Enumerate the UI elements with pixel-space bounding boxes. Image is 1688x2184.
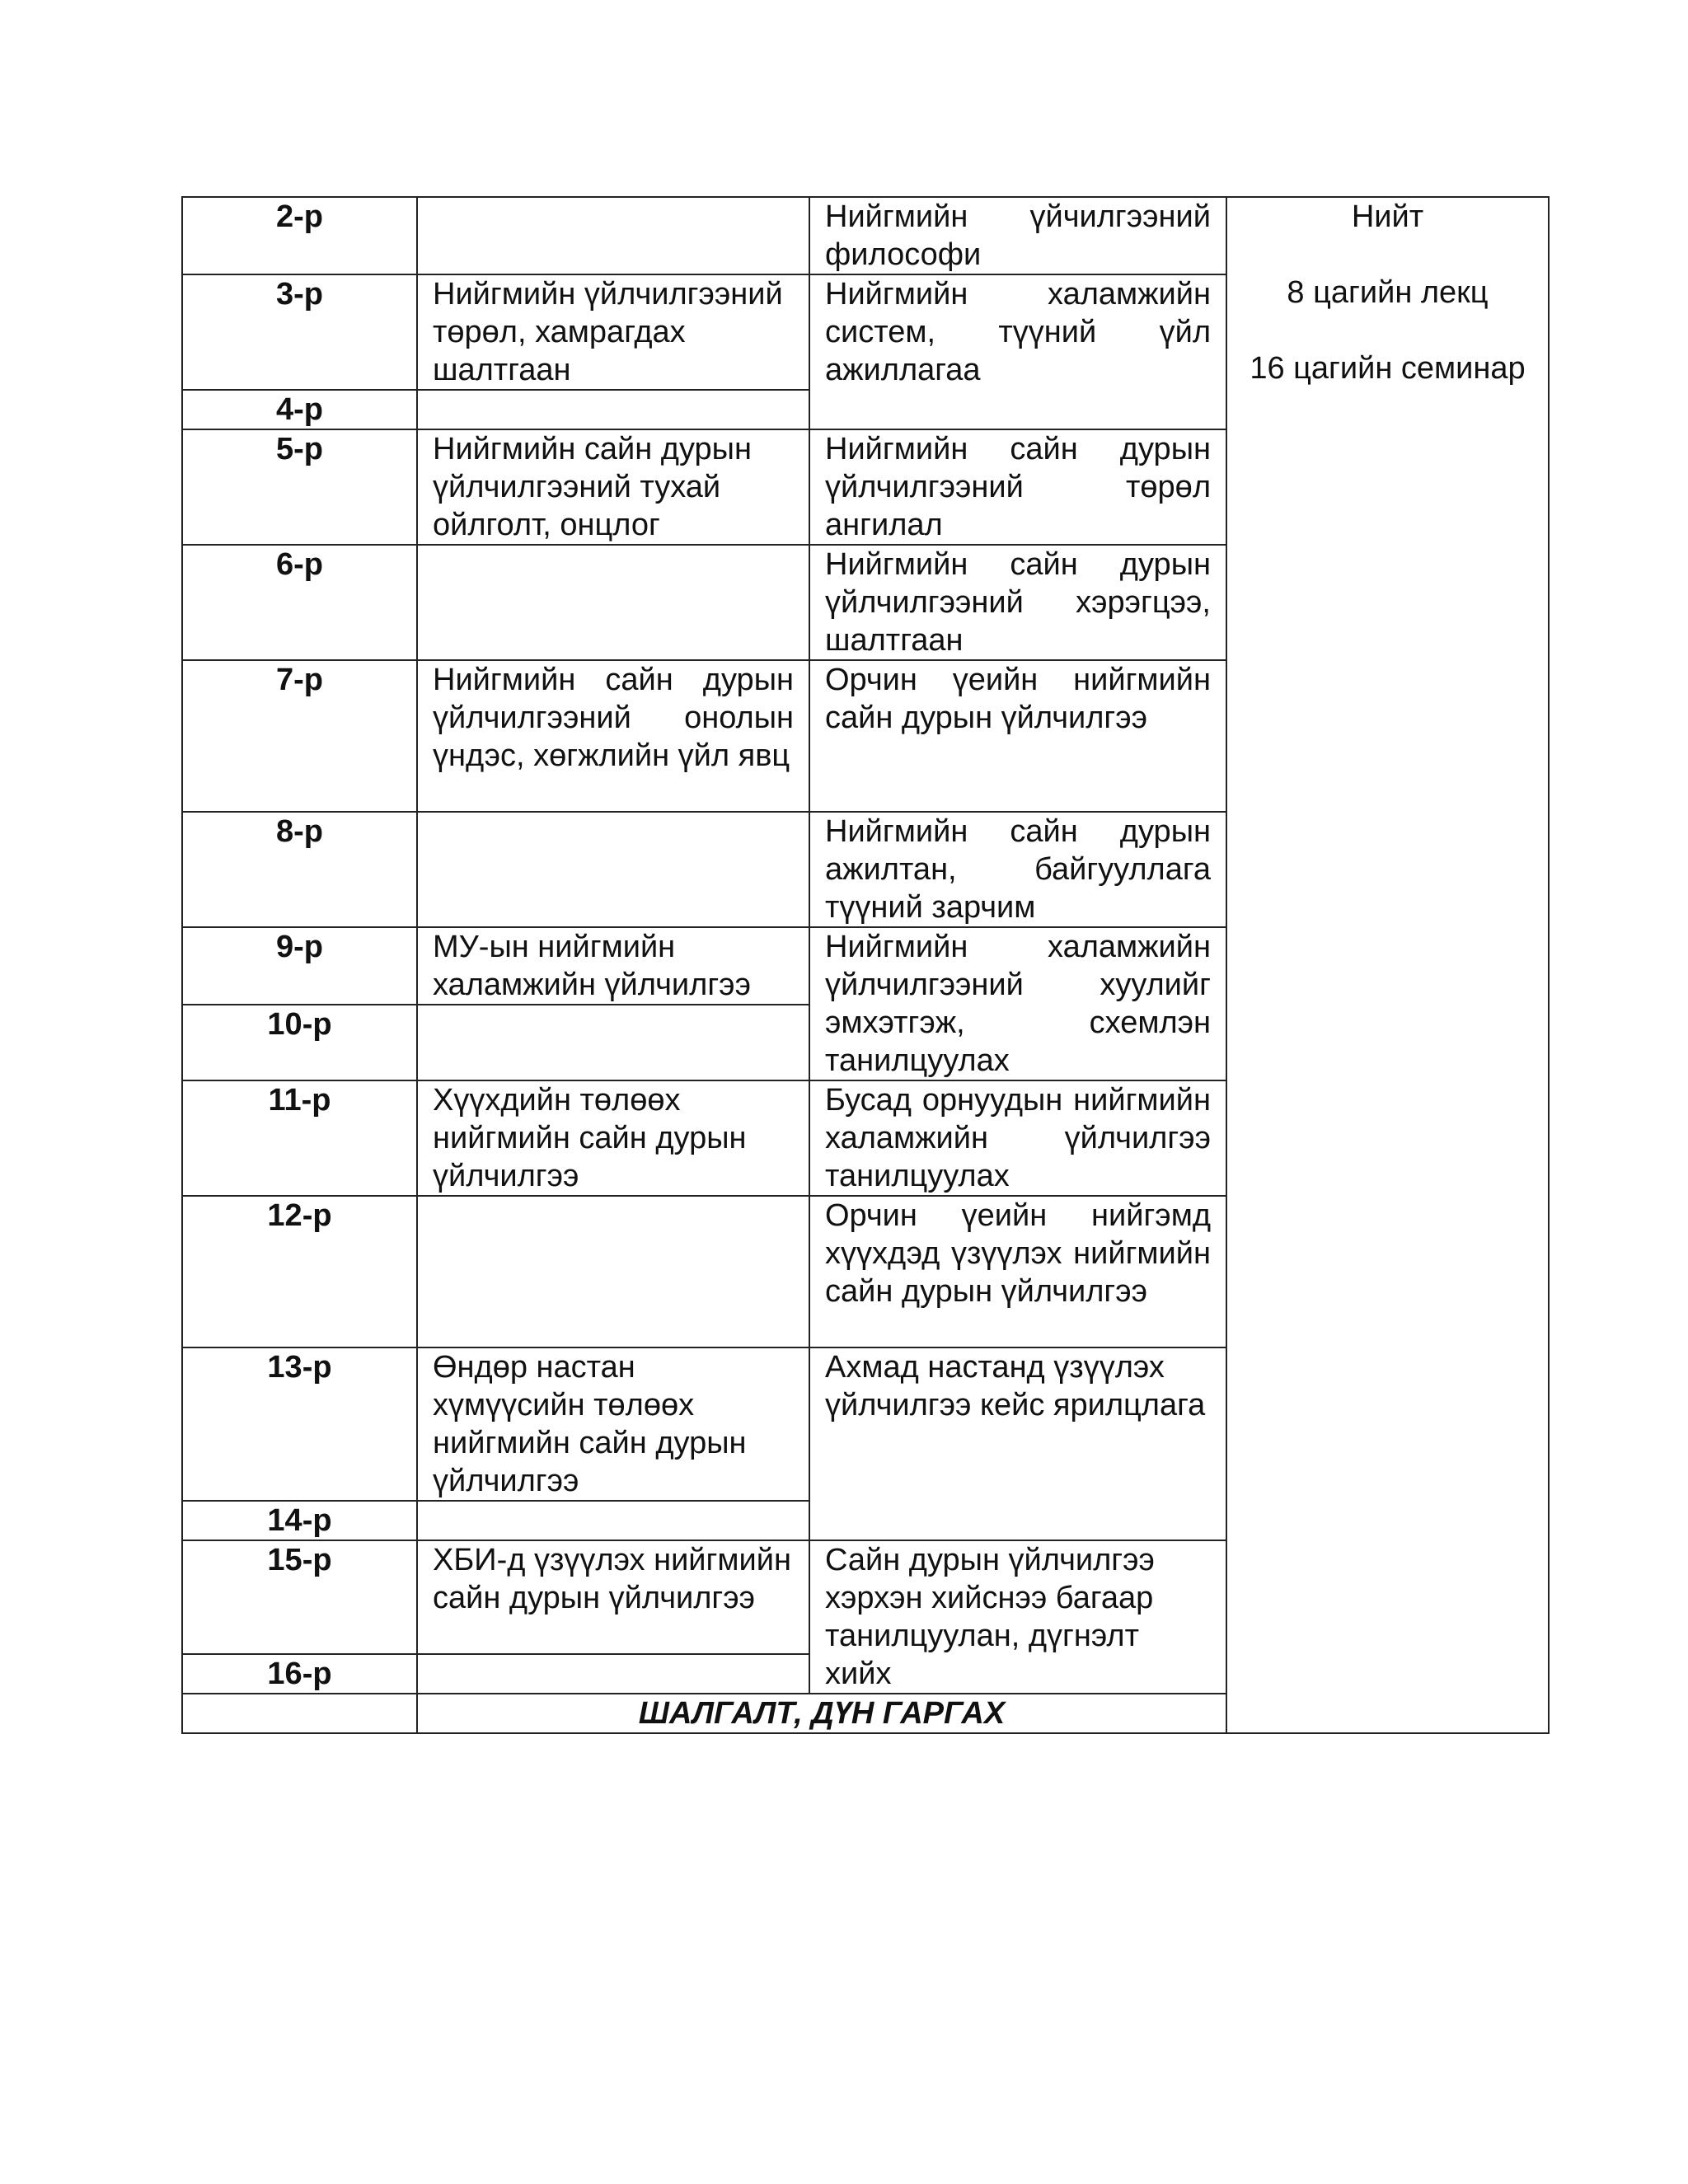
- lecture-cell: МУ-ын нийгмийн халамжийн үйлчилгээ: [417, 927, 809, 1005]
- lecture-cell: [417, 1654, 809, 1694]
- week-cell: 15-р: [182, 1540, 417, 1654]
- week-cell: 9-р: [182, 927, 417, 1005]
- seminar-cell: Нийгмийн халамжийн үйлчилгээний хуулийг эмхэтгэж, схемлэн танилцуулах: [809, 927, 1226, 1080]
- lecture-cell: Өндөр настан хүмүүсийн төлөөх нийгмийн сайн дурын үйлчилгээ: [417, 1347, 809, 1501]
- week-cell: 4-р: [182, 390, 417, 429]
- week-cell: 7-р: [182, 660, 417, 812]
- seminar-cell: Ахмад настанд үзүүлэх үйлчилгээ кейс ярилцлага: [809, 1347, 1226, 1540]
- week-cell: 6-р: [182, 545, 417, 660]
- lecture-cell: [417, 545, 809, 660]
- lecture-cell: [417, 1005, 809, 1080]
- lecture-cell: ХБИ-д үзүүлэх нийгмийн сайн дурын үйлчилгээ: [417, 1540, 809, 1654]
- hours-summary-cell: [1226, 197, 1549, 1733]
- week-cell: 8-р: [182, 812, 417, 927]
- lecture-cell: [417, 390, 809, 429]
- summary-lectures: 8 цагийн лекц: [1287, 275, 1489, 310]
- table-row: [182, 197, 1549, 274]
- seminar-cell: Нийгмийн үйчилгээний философи: [809, 197, 1226, 274]
- lecture-cell: Нийгмийн сайн дурын үйлчилгээний онолын үндэс, хөгжлийн үйл явц: [417, 660, 809, 812]
- course-schedule-table: [181, 196, 1550, 1734]
- week-cell: 16-р: [182, 1654, 417, 1694]
- lecture-cell: [417, 197, 809, 274]
- lecture-cell: [417, 1196, 809, 1347]
- summary-total: Нийт: [1351, 199, 1424, 234]
- seminar-cell: Нийгмийн сайн дурын ажилтан, байгууллага түүний зарчим: [809, 812, 1226, 927]
- seminar-cell: Сайн дурын үйлчилгээ хэрхэн хийснээ багаар танилцуулан, дүгнэлт хийх: [809, 1540, 1226, 1694]
- seminar-cell: Орчин үеийн нийгэмд хүүхдэд үзүүлэх нийгмийн сайн дурын үйлчилгээ: [809, 1196, 1226, 1347]
- seminar-cell: Нийгмийн сайн дурын үйлчилгээний төрөл ангилал: [809, 429, 1226, 545]
- week-cell: 10-р: [182, 1005, 417, 1080]
- seminar-cell: Орчин үеийн нийгмийн сайн дурын үйлчилгээ: [809, 660, 1226, 812]
- week-cell: 2-р: [182, 197, 417, 274]
- lecture-cell: [417, 1501, 809, 1540]
- seminar-cell: Бусад орнуудын нийгмийн халамжийн үйлчилгээ танилцуулах: [809, 1080, 1226, 1196]
- lecture-cell: Нийгмийн сайн дурын үйлчилгээний тухай ойлголт, онцлог: [417, 429, 809, 545]
- week-cell: 14-р: [182, 1501, 417, 1540]
- lecture-cell: [417, 812, 809, 927]
- week-cell: 12-р: [182, 1196, 417, 1347]
- seminar-cell: Нийгмийн сайн дурын үйлчилгээний хэрэгцээ, шалтгаан: [809, 545, 1226, 660]
- week-cell: 5-р: [182, 429, 417, 545]
- seminar-cell: Нийгмийн халамжийн систем, түүний үйл ажиллагаа: [809, 274, 1226, 429]
- summary-seminars: 16 цагийн семинар: [1250, 351, 1526, 386]
- week-cell: 11-р: [182, 1080, 417, 1196]
- lecture-cell: Нийгмийн үйлчилгээний төрөл, хамрагдах шалтгаан: [417, 274, 809, 390]
- week-cell: 13-р: [182, 1347, 417, 1501]
- week-cell: 3-р: [182, 274, 417, 390]
- empty-cell: [182, 1694, 417, 1733]
- exam-label: ШАЛГАЛТ, ДҮН ГАРГАХ: [417, 1694, 1226, 1733]
- lecture-cell: Хүүхдийн төлөөх нийгмийн сайн дурын үйлчилгээ: [417, 1080, 809, 1196]
